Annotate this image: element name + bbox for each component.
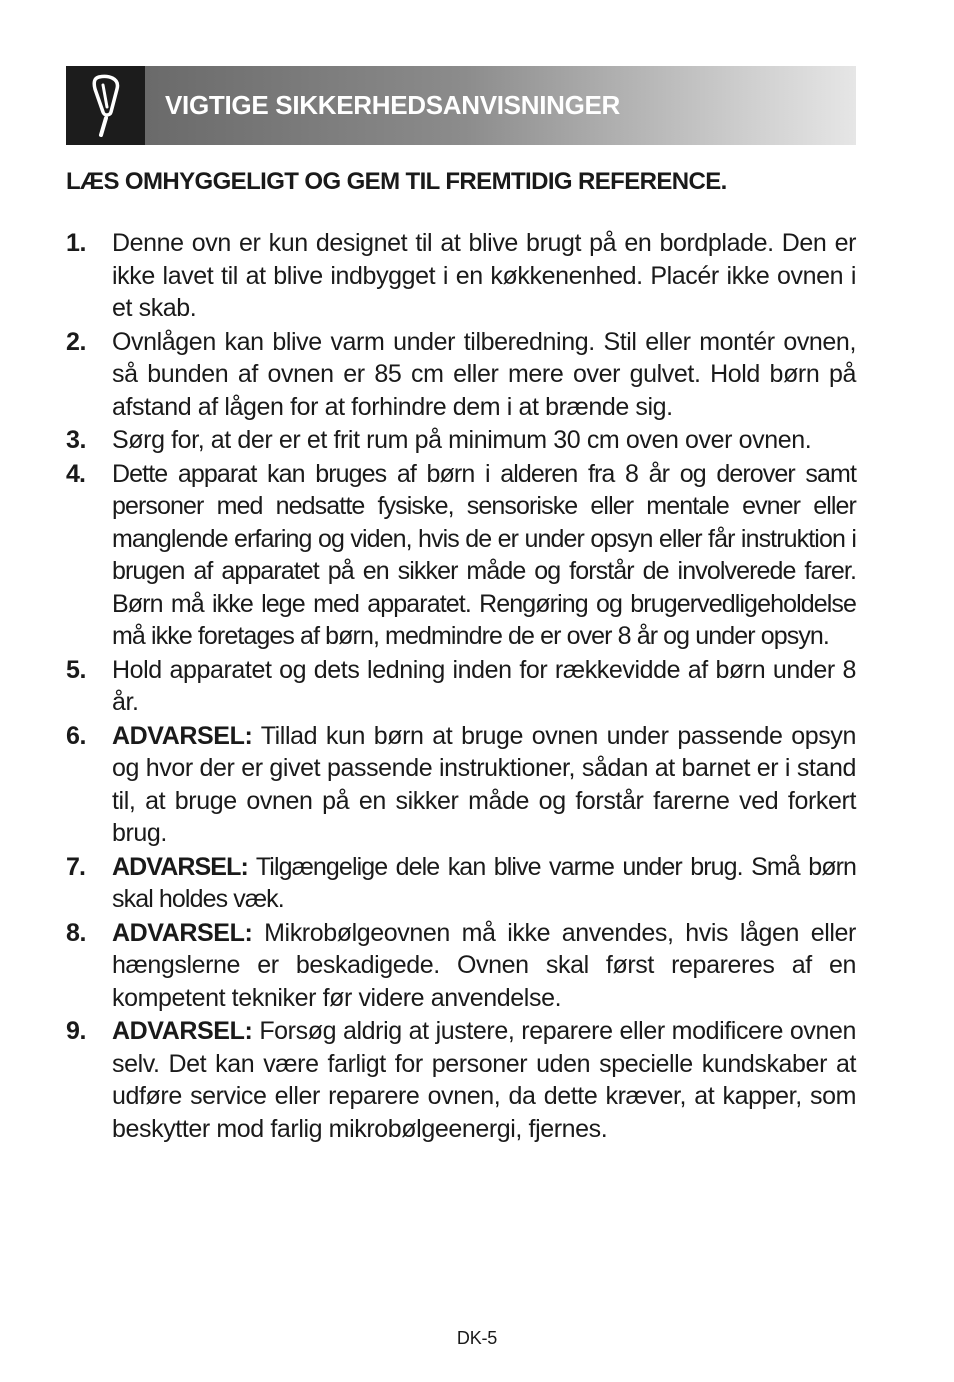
item-number: 9. [66, 1017, 87, 1045]
instruction-subtitle: LÆS OMHYGGELIGT OG GEM TIL FREMTIDIG REFERENCE. [66, 168, 727, 195]
warning-label: ADVARSEL: [112, 918, 253, 947]
warning-label: ADVARSEL: [112, 1017, 253, 1045]
item-number: 4. [66, 459, 86, 488]
page-number: DK-5 [456, 1328, 498, 1348]
caution-exclamation-icon [86, 74, 126, 138]
item-text: Ovnlågen kan blive varm under tilberedning. Stil eller montér ovnen, så bunden af ovnen er 85 cm eller mere over gulvet. Hold børn på afstand af lågen for at forhindre dem i at brænde sig. [112, 327, 856, 421]
item-text: Sørg for, at der er et frit rum på minimum 30 cm oven over ovnen. [112, 426, 812, 454]
item-number: 7. [66, 852, 86, 881]
warning-label: ADVARSEL: [112, 721, 253, 750]
list-item [66, 917, 856, 1015]
item-number: 2. [66, 327, 87, 356]
item-text: Tillad kun børn at bruge ovnen under passende opsyn og hvor der er givet passende instruktioner, sådan at barnet er i stand til, at bruge ovnen på en sikker måde og forstår farerne ved forkert brug. [112, 721, 856, 847]
section-header [66, 66, 856, 145]
item-text: Dette apparat kan bruges af børn i alderen fra 8 år og derover samt personer med nedsatte fysiske, sensoriske eller mentale evner eller manglende erfaring og viden, hvis de er under opsyn eller får instruktion i brugen af apparatet på en sikker måde og forstår de involverede farer. Børn må ikke lege med apparatet. Rengøring og brugervedligeholdelse må ikke foretages af børn, medmindre de er over 8 år og under opsyn. [112, 459, 856, 650]
item-number: 5. [66, 655, 87, 684]
item-text: Forsøg aldrig at justere, reparere eller modificere ovnen selv. Det kan være farligt for personer uden specielle kundskaber at udføre service eller reparere ovnen, da dette kræver, at kapper, som beskytter mod farlig mikrobølgeenergi, fjernes. [112, 1017, 856, 1143]
list-item [66, 851, 856, 916]
list-item [66, 326, 856, 424]
safety-instructions-list [66, 227, 856, 1146]
list-item [66, 227, 856, 325]
header-title-bar [145, 66, 856, 145]
caution-icon-box [66, 66, 145, 145]
list-item [66, 1015, 856, 1145]
list-item [66, 720, 856, 850]
item-text: Denne ovn er kun designet til at blive brugt på en bordplade. Den er ikke lavet til at blive indbygget i en køkkenenhed. Placér ikke ovnen i et skab. [112, 229, 856, 322]
item-text: Tilgængelige dele kan blive varme under brug. Små børn skal holdes væk. [112, 852, 856, 913]
list-item [66, 424, 856, 457]
item-text: Mikrobølgeovnen må ikke anvendes, hvis lågen eller hængslerne er beskadigede. Ovnen skal først repareres af en kompetent tekniker før videre anvendelse. [112, 918, 856, 1012]
list-item [66, 654, 856, 719]
list-item [66, 458, 856, 653]
item-number: 6. [66, 721, 87, 750]
warning-label: ADVARSEL: [112, 852, 248, 881]
page-title: VIGTIGE SIKKERHEDSANVISNINGER [165, 90, 621, 120]
item-number: 1. [66, 229, 87, 257]
item-number: 8. [66, 918, 87, 947]
item-text: Hold apparatet og dets ledning inden for rækkevidde af børn under 8 år. [112, 655, 856, 716]
item-number: 3. [66, 426, 87, 454]
